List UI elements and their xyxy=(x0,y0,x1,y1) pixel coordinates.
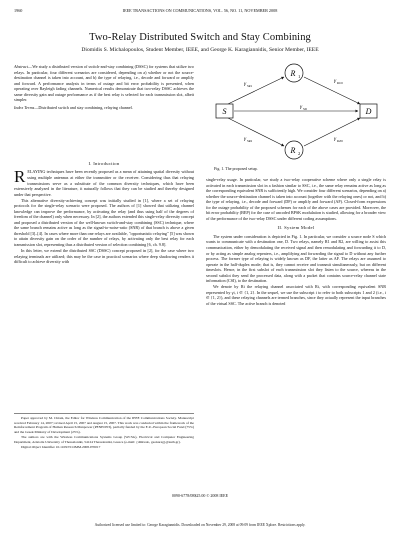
download-footer: Authorized licensed use limited to: George Karagiannidis. Downloaded on November 29, 2008 at 09:09 from IEEE Xplore. Restrictions apply. xyxy=(94,523,306,527)
first-page-footnote xyxy=(14,413,194,450)
intro-paragraph-3: In this letter, we extend the distributed SSC (DSSC) concept proposed in [2], for the case where two relaying terminals are utilized; this may be the case in practical scenarios where deep shadowing renders it difficult to achieve diversity with xyxy=(14,248,194,265)
label-gamma-sr1-sub: SR1 xyxy=(247,84,253,88)
right-column xyxy=(206,177,386,307)
intro-first-word: ELAYING xyxy=(27,169,46,175)
node-relay-1-label: R xyxy=(290,69,296,78)
edge-s-r2 xyxy=(228,118,284,146)
drop-cap: R xyxy=(14,167,26,187)
node-destination-label: D xyxy=(365,107,372,116)
paper-title: Two-Relay Distributed Switch and Stay Combining xyxy=(89,32,311,43)
section-heading-introduction: I. Introduction xyxy=(88,160,120,166)
label-gamma-sd-sub: SD xyxy=(303,107,307,111)
index-terms xyxy=(14,105,194,111)
footnote-received: Paper approved by M. Chiani, the Editor for Wireless Communication of the IEEE Communications Society. Manuscript received February 14, 2007; revised April 15, 2007 and August 15, 2007. This work was conducted within the framework of the Reinforcement Program of Human Research Manpower (PENED'03), partially funded by the E.U.-European Social Fund (75%) and the Greek Ministry of Development (25%). xyxy=(14,416,194,435)
node-source-label: S xyxy=(222,107,227,116)
footnote-affiliation: The authors are with the Wireless Communications Systems Group (WCSG), Electrical and Computer Engineering Department, Aristotle University of Thessaloniki, 54124 Thessaloniki, Greece (e-mail: {dmixalo, geokarag}@auth.gr). xyxy=(14,435,194,445)
label-gamma-sr2-sub: SR2 xyxy=(247,139,253,143)
right-paragraph-2: The system under consideration is depicted in Fig. 1. In particular, we consider a source node S which wants to communicate with a destination one, D. Two relays, namely R1 and R2, are willing to assist this communication, either by demodulating the received signal and then remodulating and forwarding it to D, or by acting as simple analog repeaters, i.e., amplifying and forwarding the signal to D without any further process. The former type of relaying is widely known as DF, the latter as AF. The relays are assumed to operate in the half-duplex mode; that is, they cannot receive and transmit simultaneously, but on different timeslots. Hence, in the first subslot of each transmission slot they listen to the source, whereas in the second subslot they send the processed data, along with a packet that contains source-relay channel state information (CSI), to the destination. xyxy=(206,233,386,284)
left-column xyxy=(14,64,194,265)
label-gamma-sd: γ xyxy=(300,104,303,110)
journal-line: IEEE TRANSACTIONS ON COMMUNICATIONS, VOL. 56, NO. 11, NOVEMBER 2008 xyxy=(122,7,278,13)
edge-r1-d xyxy=(304,77,360,104)
label-gamma-r2d: γ xyxy=(334,136,337,142)
right-paragraph-1: single-relay usage. In particular, we study a two-relay cooperative scheme where only a single relay is activated in each transmission slot in a fashion similar to SSC, i.e., the same relay remains active as long as the corresponding equivalent SNR is sufficiently high. We consider four different scenarios, depending on a) whether the source-destination channel is taken into account (together with the relaying ones) or not, and b) the type of relaying, i.e., decode and forward (DF) or amplify and forward (AF). Closed-form expressions for the outage probability of the proposed schemes for each of the above cases are provided. Moreover, the bit error probability (BEP) for the case of uncoded BPSK modulation is studied, allowing for a broader view of the performance of the two-relay DSSC under different coding assumptions. xyxy=(206,177,386,221)
node-relay-1-sub: 1 xyxy=(298,74,301,79)
label-gamma-sr2: γ xyxy=(244,136,247,142)
label-gamma-r1d: γ xyxy=(334,78,337,84)
section-heading-system-model: II. System Model xyxy=(277,225,315,231)
node-relay-2-sub: 2 xyxy=(298,151,301,156)
index-terms-text: —Distributed switch and stay combining, relaying channel. xyxy=(34,104,133,110)
label-gamma-r1d-sub: R1D xyxy=(337,81,343,85)
intro-paragraph-2: This alternative diversity-achieving concept was initially studied in [1], where a set of relaying protocols for the single-relay scenario were proposed. The authors of [1] showed that utilizing channel knowledge can improve the performance, by activating the relay (and thus using half of the degrees of freedom of the channel) only when necessary. In [2], the authors extended this single-relay diversity concept and proposed a distributed version of the well-known switch-and-stay combining (SSC) technique, where the same branch remains active as long as the signal-to-noise-ratio (SNR) of that branch is above a given threshold [3]–[4]. In cases where more than one relays are available, "opportunistic relaying" [5] was shown to attain diversity gain on the order of the number of relays, by activating only the best relay for each transmission slot, representing thus a distributed version of selection combining [6, ch. 9.8]. xyxy=(14,197,194,248)
author-line: Diomidis S. Michalopoulos, Student Member, IEEE, and George K. Karagiannidis, Senior Member, IEEE xyxy=(81,47,319,53)
abstract xyxy=(14,64,194,103)
index-terms-label: Index Terms xyxy=(14,104,35,110)
page-number: 1960 xyxy=(14,7,23,13)
label-gamma-sr1: γ xyxy=(244,81,247,87)
label-gamma-r2d-sub: R2D xyxy=(337,139,343,143)
abstract-text: —We study a distributed version of switch-and-stay combining (DSSC) for systems that utilize two relays. In particular, four different scenarios are considered, depending on a) whether or not the source-destination channel is taken into account, and b) the type of relaying, i.e., decode and forward or amplify and forward. A performance analysis in terms of outage and bit error probability is presented, when operating over Rayleigh fading channels. Numerical results demonstrate that two-relay DSSC achieves the same diversity gain and outage performance as if the best relay is selected for each transmission slot, albeit simpler. xyxy=(14,64,194,103)
running-header xyxy=(14,6,386,14)
abstract-label: Abstract xyxy=(14,64,29,69)
footnote-doi: Digital Object Identifier 10.1109/TCOMM.2008.070017 xyxy=(21,445,101,450)
copyright-line: 0090-6778/08$25.00 © 2008 IEEE xyxy=(171,493,229,498)
node-relay-2-label: R xyxy=(290,146,296,155)
intro-paragraph-1 xyxy=(14,169,194,197)
figure-1-diagram xyxy=(214,60,384,162)
edge-s-r1 xyxy=(228,77,284,104)
intro-p1-text: techniques have been recently proposed as a mean of attaining spatial diversity without using multiple antennas at either the transmitter or the receiver. Considering thus that relaying transmissions serve as a substitute of the common diversity techniques, which have been extensively analyzed in the literature, it naturally follows that they can be studied and thereby designed under that perspective. xyxy=(14,169,194,197)
figure-1-caption: Fig. 1. The proposed setup. xyxy=(214,166,258,171)
right-paragraph-3: We denote by Ri the relaying channel associated with Ri, with corresponding equivalent SNR represented by γi, i ∈ {1, 2}. In the sequel, we use the subscript i to refer to both subscripts 1 and 2 (i.e., i ∈ {1, 2}), and these relaying channels are termed branches, since they actually represent the input branches of the virtual SSC. The active branch is denoted xyxy=(206,284,386,306)
edge-r2-d xyxy=(304,118,360,146)
